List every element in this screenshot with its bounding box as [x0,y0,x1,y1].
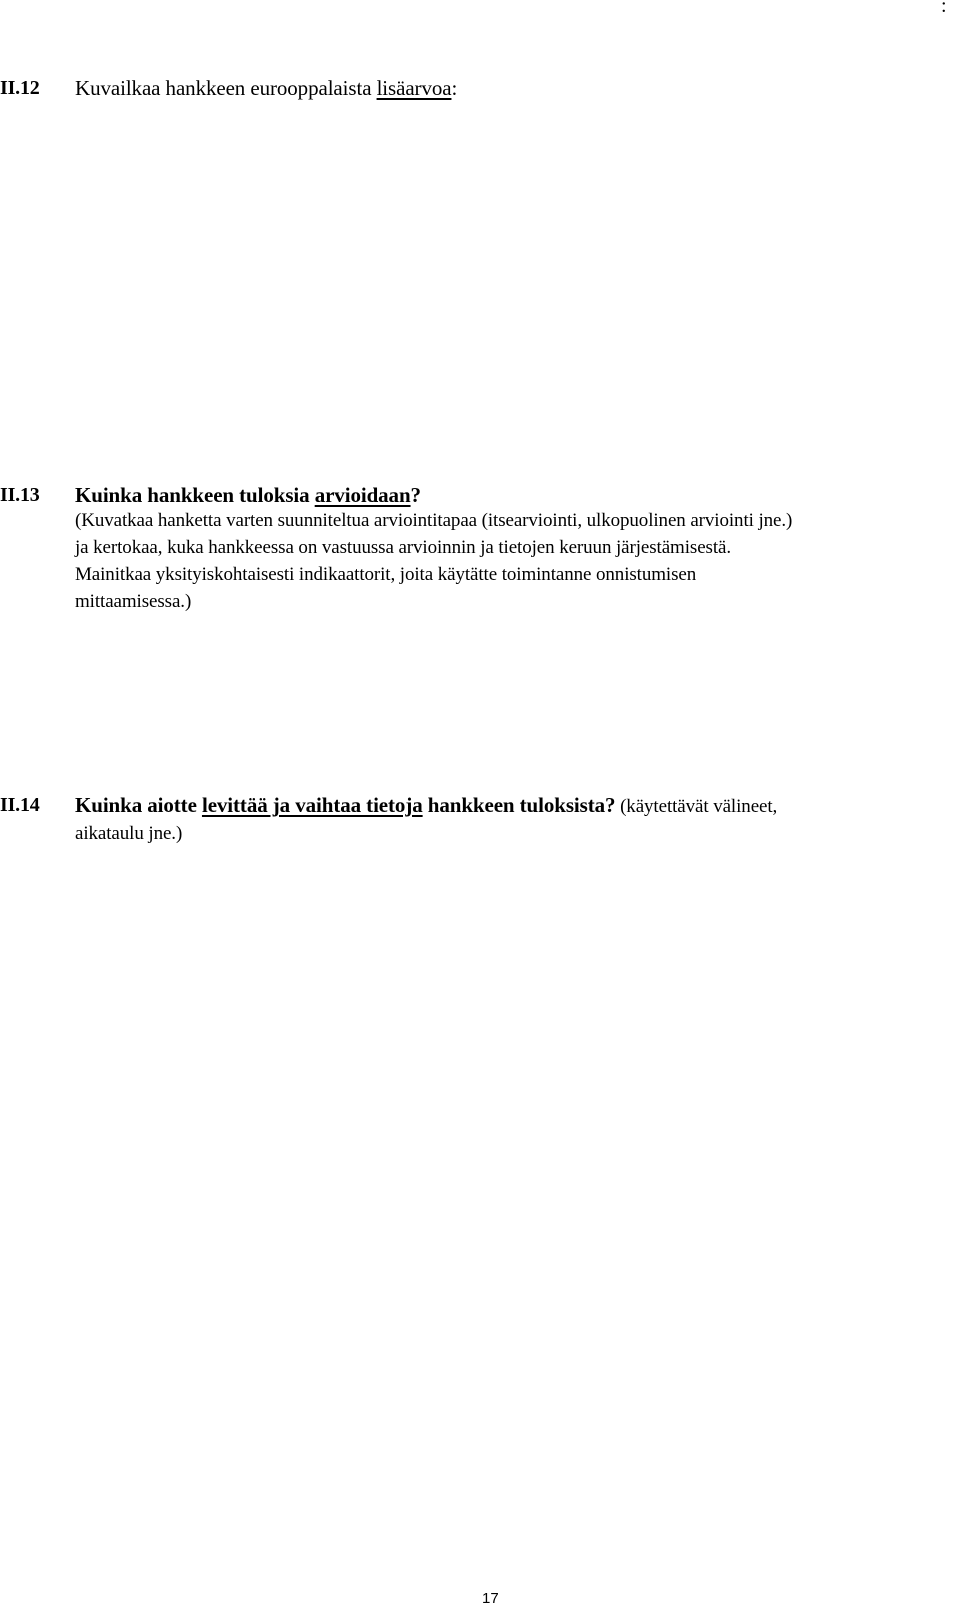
section-title [75,791,777,821]
body-line: (Kuvatkaa hanketta varten suunniteltua arviointitapaa (itsearviointi, ulkopuolinen arviointi jne.) [75,510,793,531]
body-line: aikataulu jne.) [75,823,183,844]
body-line: mittaamisessa.) [75,591,192,612]
section-ii-12 [0,74,950,104]
section-number: II.12 [0,77,40,99]
section-number: II.14 [0,794,40,816]
title-text: Kuvailkaa hankkeen eurooppalaista [75,76,377,100]
section-title [75,481,421,509]
title-end: ? [410,483,421,507]
title-end: hankkeen tuloksista? [422,793,616,817]
section-heading [0,791,950,821]
section-heading [0,481,950,511]
title-end: : [451,76,458,100]
section-ii-14 [0,791,950,844]
section-number: II.13 [0,484,40,506]
body-line: Mainitkaa yksityiskohtaisesti indikaattorit, joita käytätte toimintanne onnistumisen [75,564,697,585]
section-ii-13 [0,481,950,612]
title-text: Kuinka aiotte [75,793,202,817]
section-heading [0,74,950,104]
title-underlined: levittää ja vaihtaa tietoja [201,793,423,817]
body-line: ja kertokaa, kuka hankkeessa on vastuussa arvioinnin ja tietojen keruun järjestämisestä. [75,537,731,558]
title-text: Kuinka hankkeen tuloksia [75,483,315,507]
title-underlined: arvioidaan [314,483,411,507]
page-number: 17 [482,1590,499,1607]
corner-mark: : [941,0,947,17]
title-note: (käytettävät välineet, [615,796,778,817]
title-underlined: lisäarvoa [376,76,452,100]
section-title [75,74,457,102]
